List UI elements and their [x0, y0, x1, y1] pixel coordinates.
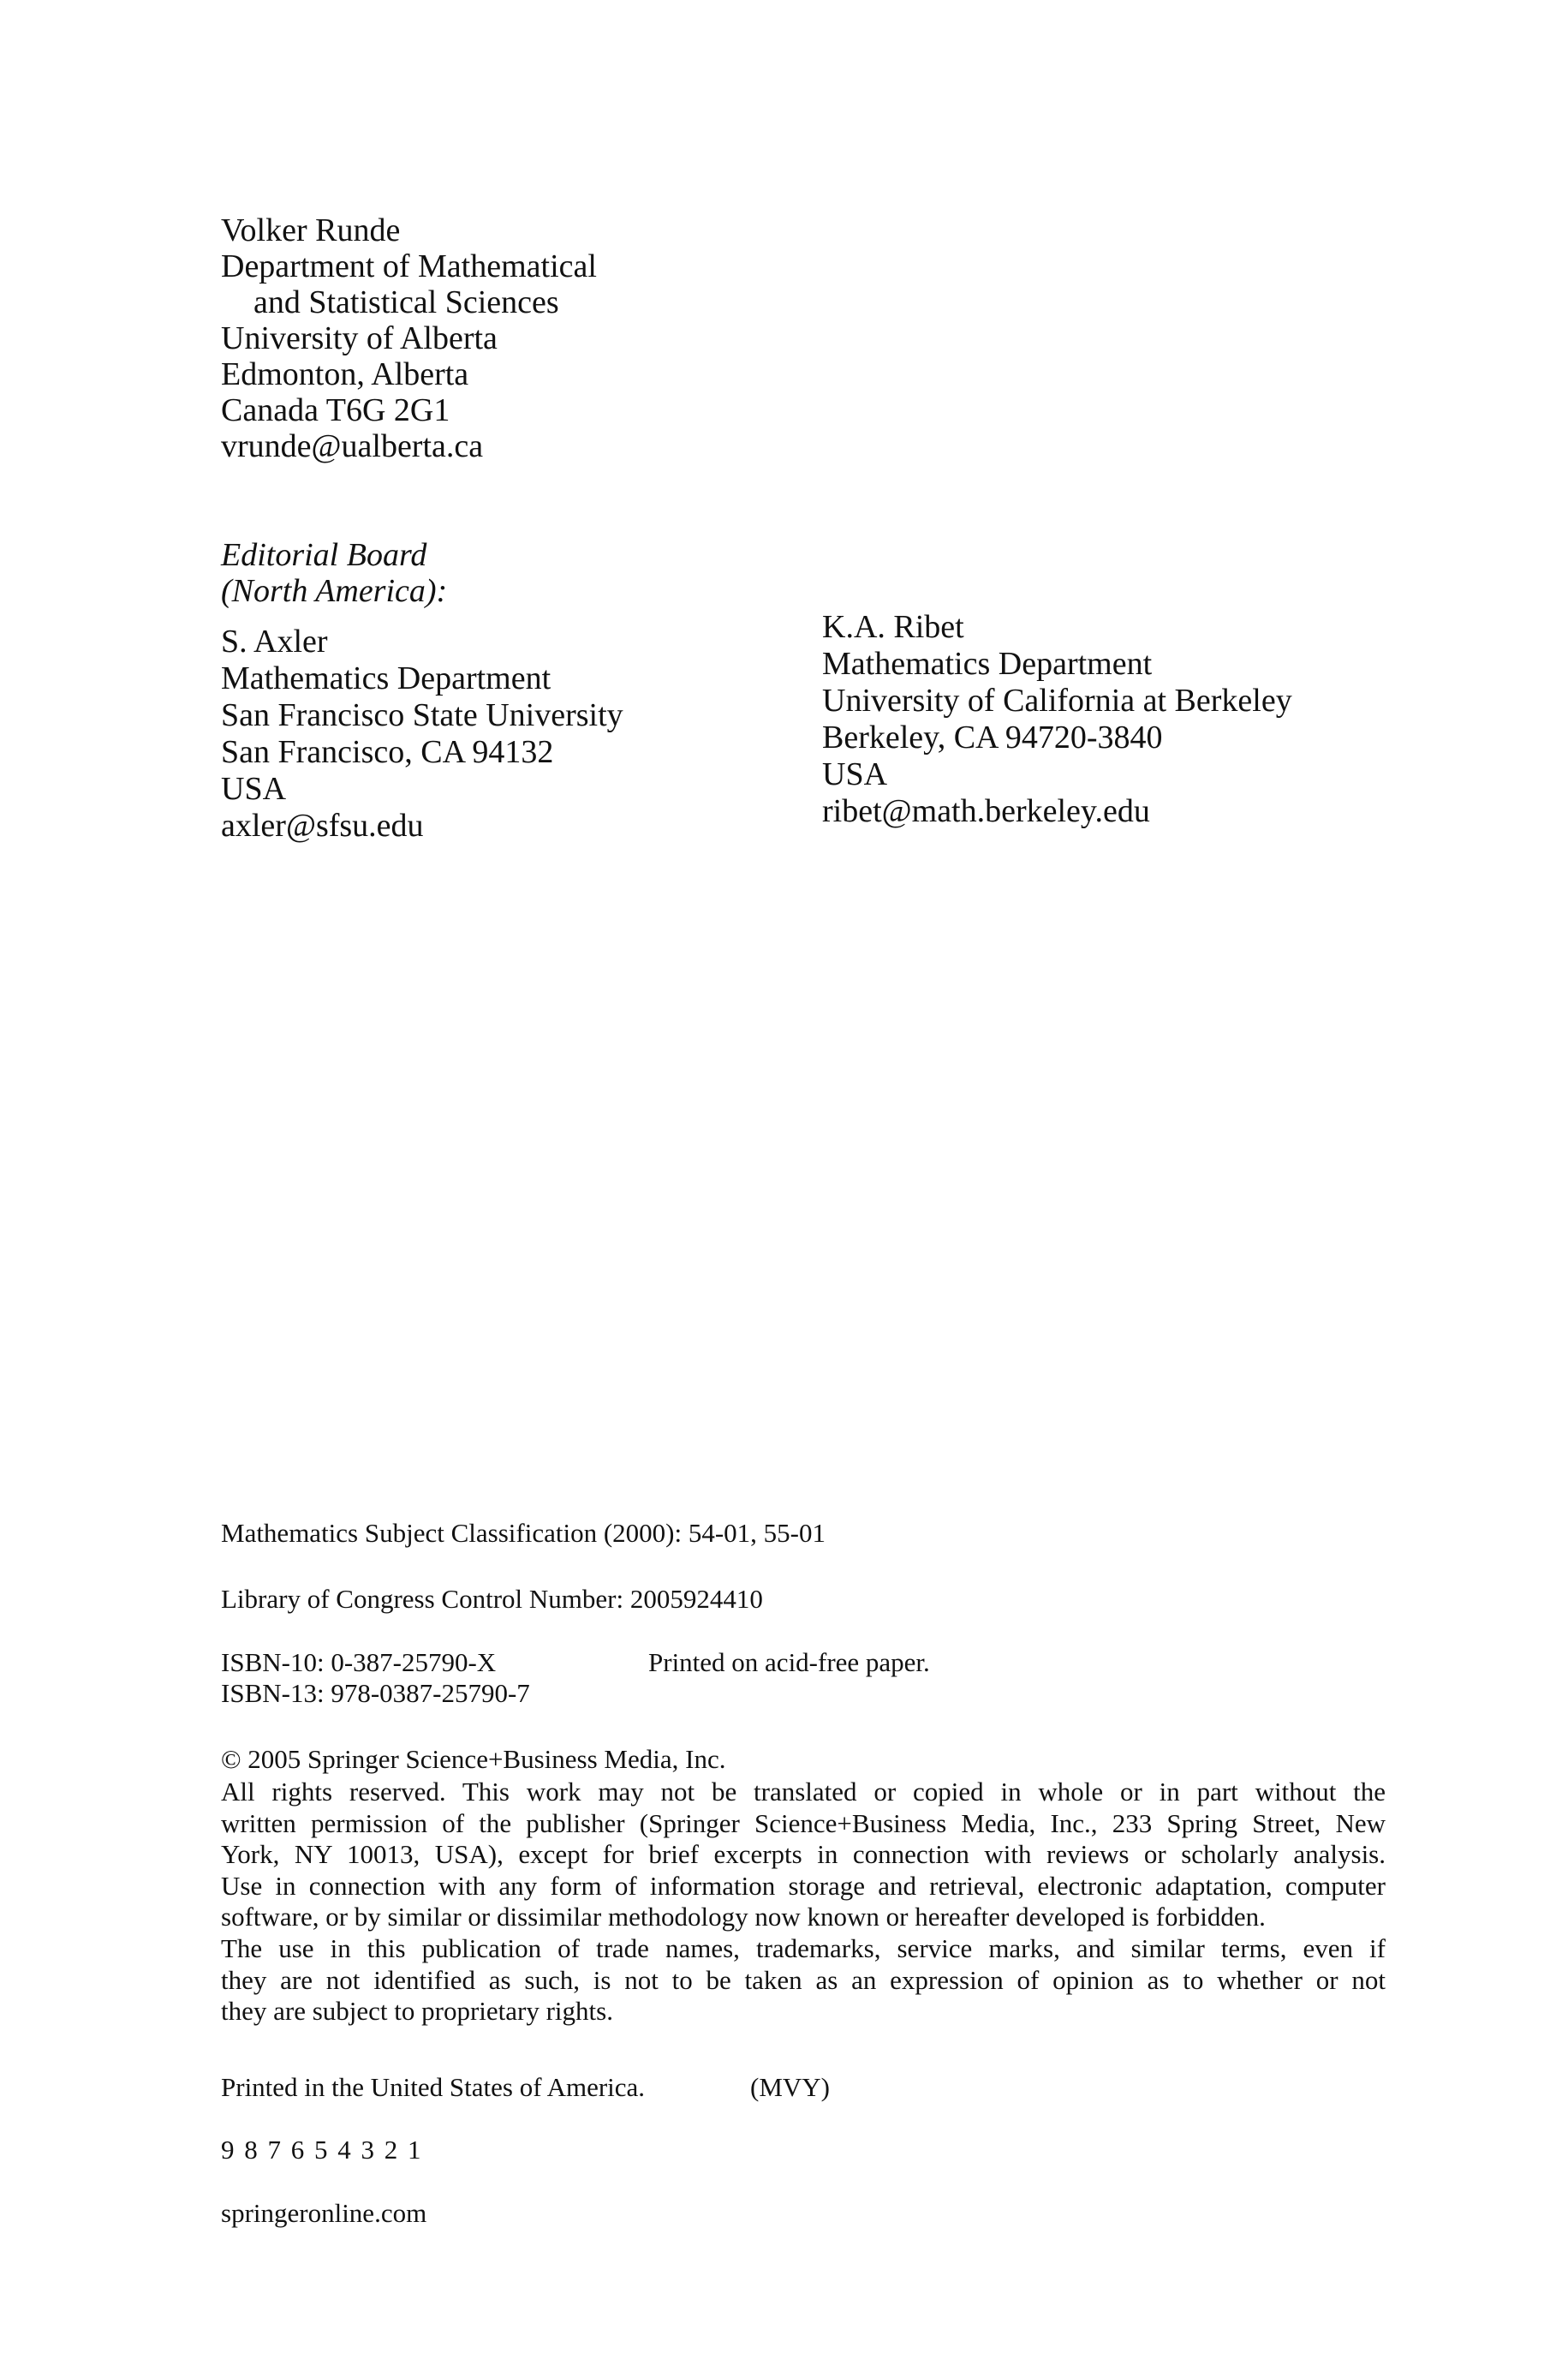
rights-line: All rights reserved. This work may not be translated or copied in whole or in part without the: [221, 1777, 1386, 1807]
rights-paragraph: [221, 1777, 1386, 2028]
subject-classification: [221, 1518, 826, 1549]
editor-city: Berkeley, CA 94720-3840: [822, 720, 1163, 756]
rights-line: they are subject to proprietary rights.: [221, 1996, 613, 2027]
editor-email: ribet@math.berkeley.edu: [822, 793, 1150, 829]
print-run-line: 9 8 7 6 5 4 3 2 1: [221, 2135, 423, 2165]
library-of-congress: [221, 1584, 763, 1615]
rights-line: The use in this publication of trade names, trademarks, service marks, and similar terms, even if: [221, 1932, 1386, 1963]
editor-email: axler@sfsu.edu: [221, 808, 424, 844]
editor-city: San Francisco, CA 94132: [221, 734, 554, 770]
isbn-10: ISBN-10: 0-387-25790-X: [221, 1647, 497, 1677]
author-country-postal: Canada T6G 2G1: [221, 392, 450, 428]
author-address: [221, 212, 597, 464]
editor-country: USA: [822, 756, 888, 792]
printed-in: [221, 2072, 645, 2103]
author-university: University of Alberta: [221, 320, 498, 356]
rights-line: software, or by similar or dissimilar methodology now known or hereafter developed is forbidden.: [221, 1902, 1266, 1932]
author-department: Department of Mathematical: [221, 248, 597, 284]
copyright-line: [221, 1744, 725, 1775]
isbn-block: [221, 1647, 530, 1709]
rights-line: they are not identified as such, is not to be taken as an expression of opinion as to whether or not: [221, 1964, 1386, 1995]
print-run: [221, 2135, 423, 2165]
author-name: Volker Runde: [221, 212, 401, 248]
editor-ribet: [822, 609, 1292, 830]
printer-code: [750, 2072, 830, 2103]
rights-line: York, NY 10013, USA), except for brief excerpts in connection with reviews or scholarly analysis.: [221, 1839, 1386, 1870]
msc-line: Mathematics Subject Classification (2000): 54-01, 55-01: [221, 1518, 826, 1548]
editorial-board-title: Editorial Board: [221, 537, 427, 573]
editorial-board-region: (North America):: [221, 573, 448, 609]
publisher-website: [221, 2198, 426, 2229]
author-department-cont: and Statistical Sciences: [253, 284, 559, 320]
editor-department: Mathematics Department: [822, 646, 1153, 682]
editor-country: USA: [221, 771, 287, 807]
isbn-13: ISBN-13: 978-0387-25790-7: [221, 1678, 530, 1708]
author-email: vrunde@ualberta.ca: [221, 428, 484, 464]
author-city: Edmonton, Alberta: [221, 356, 469, 392]
editor-name: S. Axler: [221, 624, 328, 660]
editor-institution: San Francisco State University: [221, 697, 623, 733]
editor-name: K.A. Ribet: [822, 609, 964, 645]
rights-line: Use in connection with any form of information storage and retrieval, electronic adaptation, computer: [221, 1870, 1386, 1901]
printed-in-line: Printed in the United States of America.: [221, 2072, 646, 2102]
acid-free-line: Printed on acid-free paper.: [648, 1647, 930, 1677]
printer-code-line: (MVY): [750, 2072, 830, 2102]
editor-department: Mathematics Department: [221, 660, 551, 696]
editorial-board-heading: [221, 537, 447, 609]
website-link[interactable]: springeronline.com: [221, 2198, 427, 2228]
editor-axler: [221, 624, 623, 845]
copyright-holder: © 2005 Springer Science+Business Media, Inc.: [221, 1744, 726, 1774]
rights-line: written permission of the publisher (Springer Science+Business Media, Inc., 233 Spring Street, New: [221, 1807, 1386, 1838]
editor-institution: University of California at Berkeley: [822, 683, 1292, 719]
lccn-line: Library of Congress Control Number: 2005924410: [221, 1584, 763, 1614]
acid-free-note: [648, 1647, 930, 1678]
